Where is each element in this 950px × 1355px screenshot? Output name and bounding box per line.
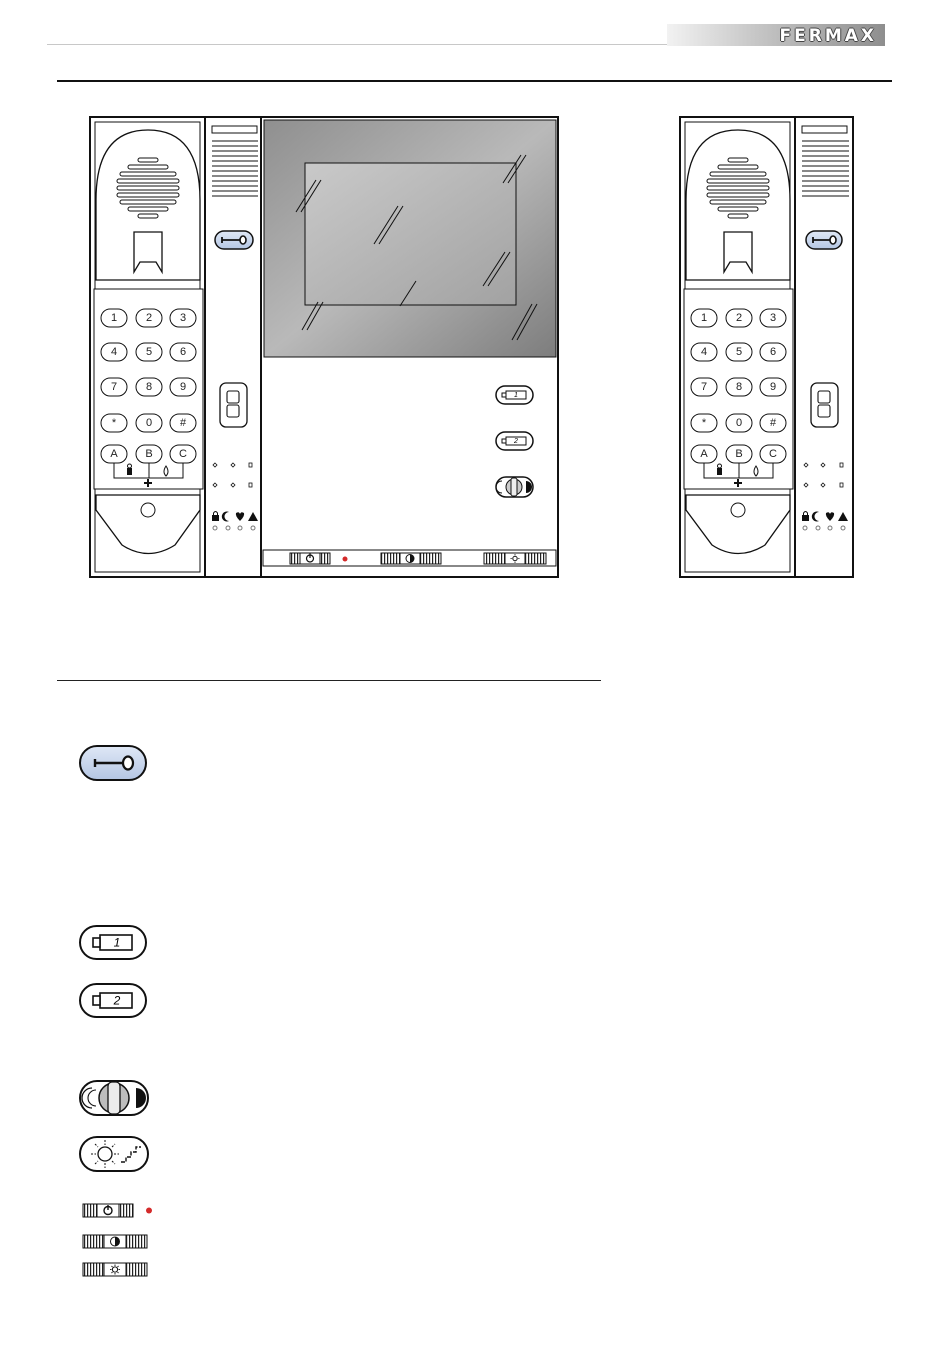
key-4[interactable] [101, 343, 127, 361]
key-4[interactable] [691, 343, 717, 361]
brightness-slider[interactable] [484, 553, 546, 564]
key-0[interactable] [726, 414, 752, 432]
handset-left [90, 117, 205, 577]
key-3[interactable] [170, 309, 196, 327]
svg-text:8: 8 [145, 381, 153, 393]
contrast-slider[interactable] [381, 553, 441, 564]
power-slider[interactable] [290, 553, 330, 564]
contrast-dial[interactable] [496, 477, 533, 497]
camera-2-icon [502, 437, 526, 445]
svg-text:5: 5 [735, 346, 743, 358]
contrast-slider-icon [111, 1237, 120, 1246]
camera-1-icon [502, 391, 526, 399]
svg-text:2: 2 [514, 438, 518, 445]
key-c[interactable] [760, 445, 786, 463]
svg-text:5: 5 [145, 346, 153, 358]
key-star[interactable] [101, 414, 127, 432]
door-release-button-right[interactable] [806, 231, 842, 249]
key-2[interactable] [136, 309, 162, 327]
svg-text:9: 9 [769, 381, 777, 393]
key-0[interactable] [136, 414, 162, 432]
svg-text:0: 0 [145, 417, 153, 429]
svg-text:4: 4 [110, 346, 118, 358]
camera-2-icon [93, 993, 132, 1008]
key-c[interactable] [170, 445, 196, 463]
svg-text:0: 0 [735, 417, 743, 429]
key-6[interactable] [170, 343, 196, 361]
brand-logo-text: FERMAX [779, 26, 877, 46]
legend-contrast-slider [83, 1235, 147, 1248]
svg-text:C: C [769, 448, 777, 460]
digit-display-left [220, 383, 247, 427]
svg-text:6: 6 [179, 346, 187, 358]
key-1[interactable] [691, 309, 717, 327]
svg-text:*: * [701, 417, 707, 429]
svg-text:2: 2 [145, 312, 153, 324]
key-7[interactable] [101, 378, 127, 396]
svg-text:6: 6 [769, 346, 777, 358]
key-hash[interactable] [170, 414, 196, 432]
camera-1-icon [93, 935, 132, 950]
camera-2-button[interactable] [496, 432, 533, 450]
key-hash[interactable] [760, 414, 786, 432]
door-release-button-left[interactable] [215, 231, 253, 249]
legend-contrast-dial [80, 1081, 148, 1115]
handset-right [680, 117, 795, 577]
svg-text:B: B [735, 448, 743, 460]
key-8[interactable] [726, 378, 752, 396]
key-9[interactable] [760, 378, 786, 396]
key-1[interactable] [101, 309, 127, 327]
svg-text:*: * [111, 417, 117, 429]
key-star[interactable] [691, 414, 717, 432]
svg-text:8: 8 [735, 381, 743, 393]
svg-text:1: 1 [113, 935, 121, 950]
side-panel-left [205, 117, 261, 577]
legend-camera-1 [80, 926, 146, 959]
key-8[interactable] [136, 378, 162, 396]
key-5[interactable] [136, 343, 162, 361]
svg-text:B: B [145, 448, 153, 460]
key-3[interactable] [760, 309, 786, 327]
svg-text:4: 4 [700, 346, 708, 358]
svg-text:7: 7 [110, 381, 118, 393]
power-led [343, 557, 348, 562]
svg-text:2: 2 [113, 993, 121, 1008]
key-2[interactable] [726, 309, 752, 327]
key-9[interactable] [170, 378, 196, 396]
svg-text:1: 1 [700, 312, 708, 324]
key-a[interactable] [691, 445, 717, 463]
legend-brightness-slider [83, 1263, 147, 1276]
key-5[interactable] [726, 343, 752, 361]
video-monitor [261, 117, 558, 577]
camera-1-button[interactable] [496, 386, 533, 404]
svg-text:3: 3 [179, 312, 187, 324]
svg-text:A: A [700, 448, 708, 460]
svg-text:#: # [769, 417, 777, 429]
svg-text:1: 1 [110, 312, 118, 324]
svg-text:1: 1 [514, 392, 518, 399]
legend-power-slider [83, 1204, 152, 1217]
digit-display-right [811, 383, 838, 427]
key-6[interactable] [760, 343, 786, 361]
svg-text:C: C [179, 448, 187, 460]
legend-camera-2 [80, 984, 146, 1017]
side-panel-right [795, 117, 853, 577]
svg-text:3: 3 [769, 312, 777, 324]
key-b[interactable] [726, 445, 752, 463]
key-b[interactable] [136, 445, 162, 463]
svg-text:2: 2 [735, 312, 743, 324]
legend-power-led [146, 1208, 152, 1214]
legend-door-release [80, 746, 146, 780]
svg-text:#: # [179, 417, 187, 429]
key-a[interactable] [101, 445, 127, 463]
svg-text:A: A [110, 448, 118, 460]
key-7[interactable] [691, 378, 717, 396]
svg-text:7: 7 [700, 381, 708, 393]
legend-light-stairs [80, 1137, 148, 1171]
svg-text:9: 9 [179, 381, 187, 393]
